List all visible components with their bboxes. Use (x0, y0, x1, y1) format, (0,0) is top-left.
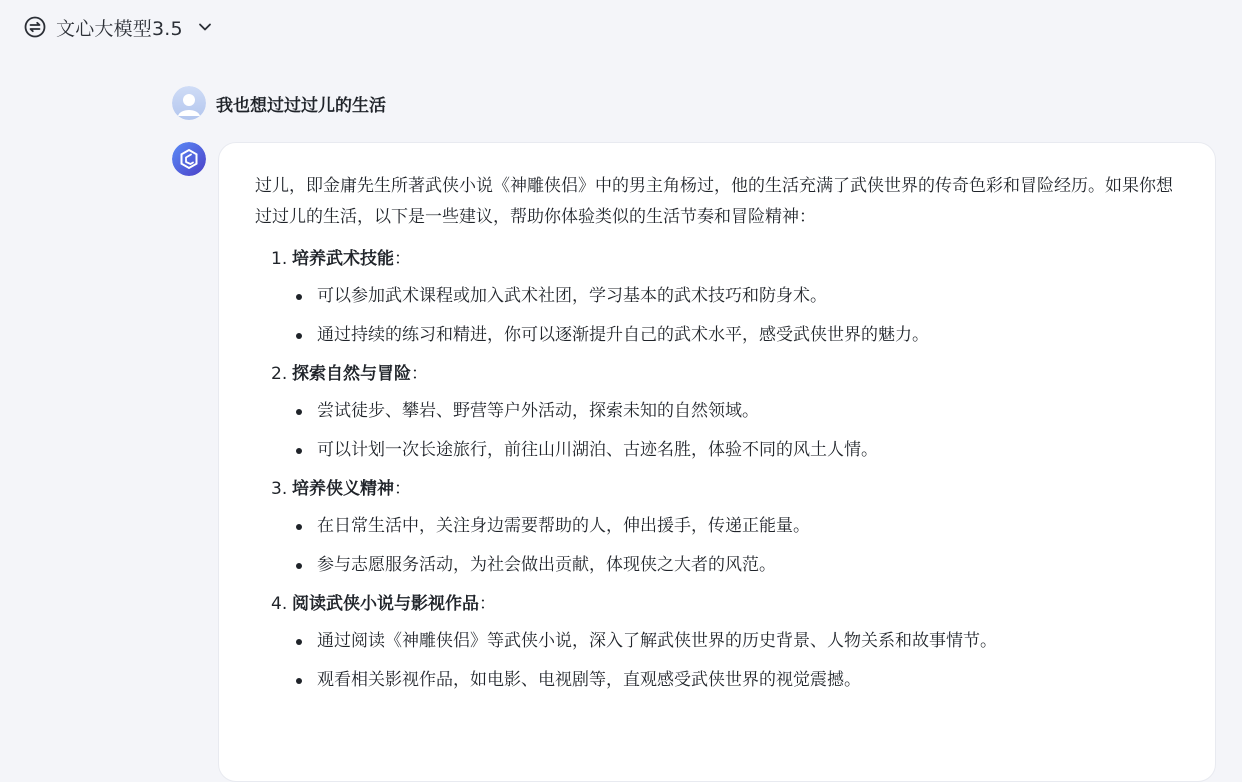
section-items (255, 284, 1179, 347)
list-item-text: 通过持续的练习和精进，你可以逐渐提升自己的武术水平，感受武侠世界的魅力。 (317, 325, 929, 345)
section-colon: ： (411, 364, 428, 384)
list-item-text: 在日常生活中，关注身边需要帮助的人，伸出援手，传递正能量。 (317, 516, 810, 536)
section-colon: ： (479, 594, 496, 614)
section-title (255, 592, 1179, 616)
bullet (296, 639, 302, 645)
ernie-bot-logo (172, 142, 206, 176)
model-name: 文心大模型3.5 (56, 17, 183, 40)
chevron-down-icon[interactable] (197, 19, 213, 35)
list-item-text: 可以参加武术课程或加入武术社团，学习基本的武术技巧和防身术。 (317, 286, 827, 306)
response-intro: 过儿，即金庸先生所著武侠小说《神雕侠侣》中的男主角杨过，他的生活充满了武侠世界的传奇色彩和冒险经历。如果你想过过儿的生活，以下是一些建议，帮助你体验类似的生活节奏和冒险精神： (255, 176, 1173, 227)
section (255, 592, 1179, 692)
section (255, 247, 1179, 347)
list-item (255, 514, 1179, 538)
list-item-text: 尝试徒步、攀岩、野营等户外活动，探索未知的自然领域。 (317, 401, 759, 421)
section-title (255, 477, 1179, 501)
list-item (255, 399, 1179, 423)
section (255, 477, 1179, 577)
list-item-text: 可以计划一次长途旅行，前往山川湖泊、古迹名胜，体验不同的风土人情。 (317, 440, 878, 460)
list-item-text: 通过阅读《神雕侠侣》等武侠小说，深入了解武侠世界的历史背景、人物关系和故事情节。 (317, 631, 997, 651)
bullet (296, 294, 302, 300)
model-selector[interactable] (24, 12, 213, 42)
section (255, 362, 1179, 462)
model-switch-icon (24, 16, 46, 38)
bullet (296, 409, 302, 415)
list-item (255, 323, 1179, 347)
section-colon: ： (394, 479, 411, 499)
bullet (296, 563, 302, 569)
user-avatar (172, 86, 206, 120)
list-item-text: 参与志愿服务活动，为社会做出贡献，体现侠之大者的风范。 (317, 555, 776, 575)
section-title-text: 培养武术技能 (292, 249, 394, 269)
section-number: 2. (271, 364, 288, 384)
bullet (296, 678, 302, 684)
list-item-text: 观看相关影视作品，如电影、电视剧等，直观感受武侠世界的视觉震撼。 (317, 670, 861, 690)
list-item (255, 438, 1179, 462)
list-item (255, 284, 1179, 308)
bot-response (218, 142, 1216, 782)
response-sections (255, 247, 1179, 692)
section-title-text: 阅读武侠小说与影视作品 (292, 594, 479, 614)
section-title-text: 探索自然与冒险 (292, 364, 411, 384)
section-items (255, 399, 1179, 462)
section-title (255, 247, 1179, 271)
bullet (296, 448, 302, 454)
section-number: 3. (271, 479, 288, 499)
list-item (255, 668, 1179, 692)
section-items (255, 514, 1179, 577)
section-items (255, 629, 1179, 692)
bullet (296, 333, 302, 339)
section-number: 1. (271, 249, 288, 269)
list-item (255, 553, 1179, 577)
section-title (255, 362, 1179, 386)
list-item (255, 629, 1179, 653)
user-message-text: 我也想过过过儿的生活 (216, 95, 386, 116)
bullet (296, 524, 302, 530)
user-message (172, 86, 386, 120)
section-colon: ： (394, 249, 411, 269)
section-title-text: 培养侠义精神 (292, 479, 394, 499)
section-number: 4. (271, 594, 288, 614)
